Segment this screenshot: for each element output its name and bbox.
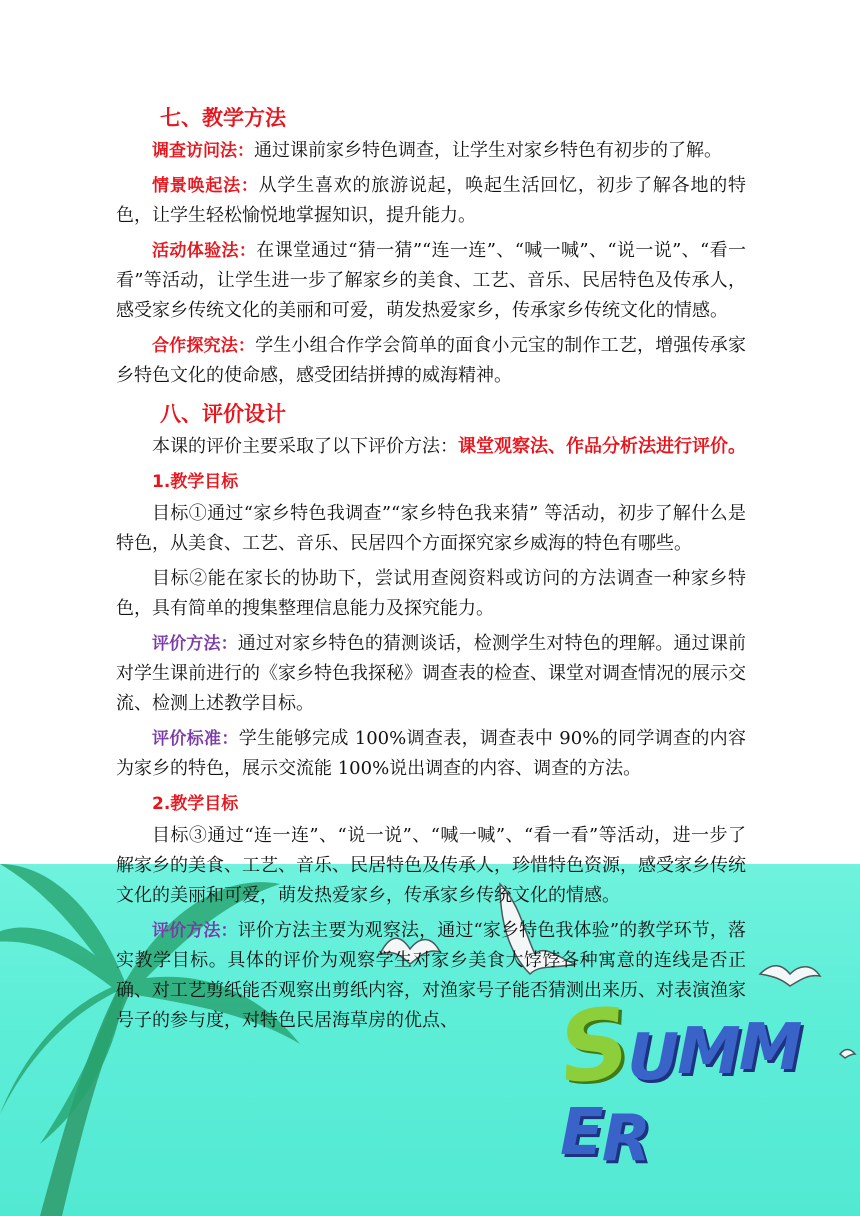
paragraph-scenario-method [116,171,746,231]
document-body [116,100,746,1041]
evaluation-label: 评价方法： [152,921,238,941]
summer-letter: M [738,1011,801,1085]
paragraph-text: 从学生喜欢的旅游说起，唤起生活回忆，初步了解各地的特色，让学生轻松愉悦地掌握知识，提升能力。 [116,175,747,226]
paragraph-goal-2: 目标②能在家长的协助下，尝试用查阅资料或访问的方法调查一种家乡特色，具有简单的搜集整理信息能力及探究能力。 [116,568,746,619]
paragraph-cooperation-method [116,331,746,391]
section-heading-evaluation-design: 八、评价设计 [160,402,286,426]
subheading-goal-2: 2.教学目标 [152,794,239,814]
evaluation-label: 评价标准： [152,729,239,749]
method-label: 合作探究法： [152,336,256,356]
method-label: 调查访问法： [152,141,254,161]
paragraph-text: 通过对家乡特色的猜测谈话，检测学生对特色的理解。通过课前对学生课前进行的《家乡特色我探秘》调查表的检查、课堂对调查情况的展示交流、检测上述教学目标。 [116,633,746,714]
summer-letter: M [677,1015,739,1089]
paragraph-evaluation-method-2 [116,916,746,1036]
paragraph-text: 学生小组合作学会简单的面食小元宝的制作工艺，增强传承家乡特色文化的使命感，感受团结拼搏的威海精神。 [116,335,746,386]
summer-letter: S [552,985,635,1107]
evaluation-methods-highlight: 课堂观察法、作品分析法进行评价。 [458,436,746,457]
paragraph-text: 学生能够完成 100%调查表，调查表中 90%的同学调查的内容为家乡的特色，展示交流能 100%说出调查的内容、调查的方法。 [116,728,746,779]
paragraph-text: 在课堂通过“猜一猜”“连一连”、“喊一喊”、“说一说”、“看一看”等活动，让学生进一步了解家乡的美食、工艺、音乐、民居特色及传承人，感受家乡传统文化的美丽和可爱，萌发热爱家乡，传承家乡传统文化的情感。 [116,240,746,321]
paragraph-text: 评价方法主要为观察法，通过“家乡特色我体验”的教学环节，落实教学目标。具体的评价为观察学生对家乡美食大饽饽各种寓意的连线是否正确、对工艺剪纸能否观察出剪纸内容，对渔家号子能否猜测出来历、对表演渔家号子的参与度，对特色民居海草房的优点、 [116,920,747,1031]
section-heading-teaching-methods: 七、教学方法 [160,106,286,130]
paragraph-text: 本课的评价主要采取了以下评价方法： [152,436,458,457]
evaluation-label: 评价方法： [152,634,238,654]
summer-letter: R [601,1102,649,1176]
summer-letter: U [627,1021,678,1095]
paragraph-text: 通过课前家乡特色调查，让学生对家乡特色有初步的了解。 [254,140,722,161]
method-label: 活动体验法： [152,241,257,261]
method-label: 情景唤起法： [152,176,259,196]
paragraph-evaluation-standard [116,724,746,784]
paragraph-activity-method [116,236,746,326]
paragraph-survey-method [116,136,746,166]
subheading-goal-1: 1.教学目标 [152,472,239,492]
summer-letter: E [560,1096,602,1170]
paragraph-evaluation-method-1 [116,629,746,719]
paragraph-goal-3: 目标③通过“连一连”、“说一说”、“喊一喊”、“看一看”等活动，进一步了解家乡的美食、工艺、音乐、民居特色及传承人，珍惜特色资源，感受家乡传统文化的美丽和可爱，萌发热爱家乡，传承家乡传统文化的情感。 [116,825,746,906]
paragraph-goal-1: 目标①通过“家乡特色我调查”“家乡特色我来猜” 等活动，初步了解什么是特色，从美食、工艺、音乐、民居四个方面探究家乡威海的特色有哪些。 [116,503,746,554]
paragraph-evaluation-intro [116,432,746,462]
